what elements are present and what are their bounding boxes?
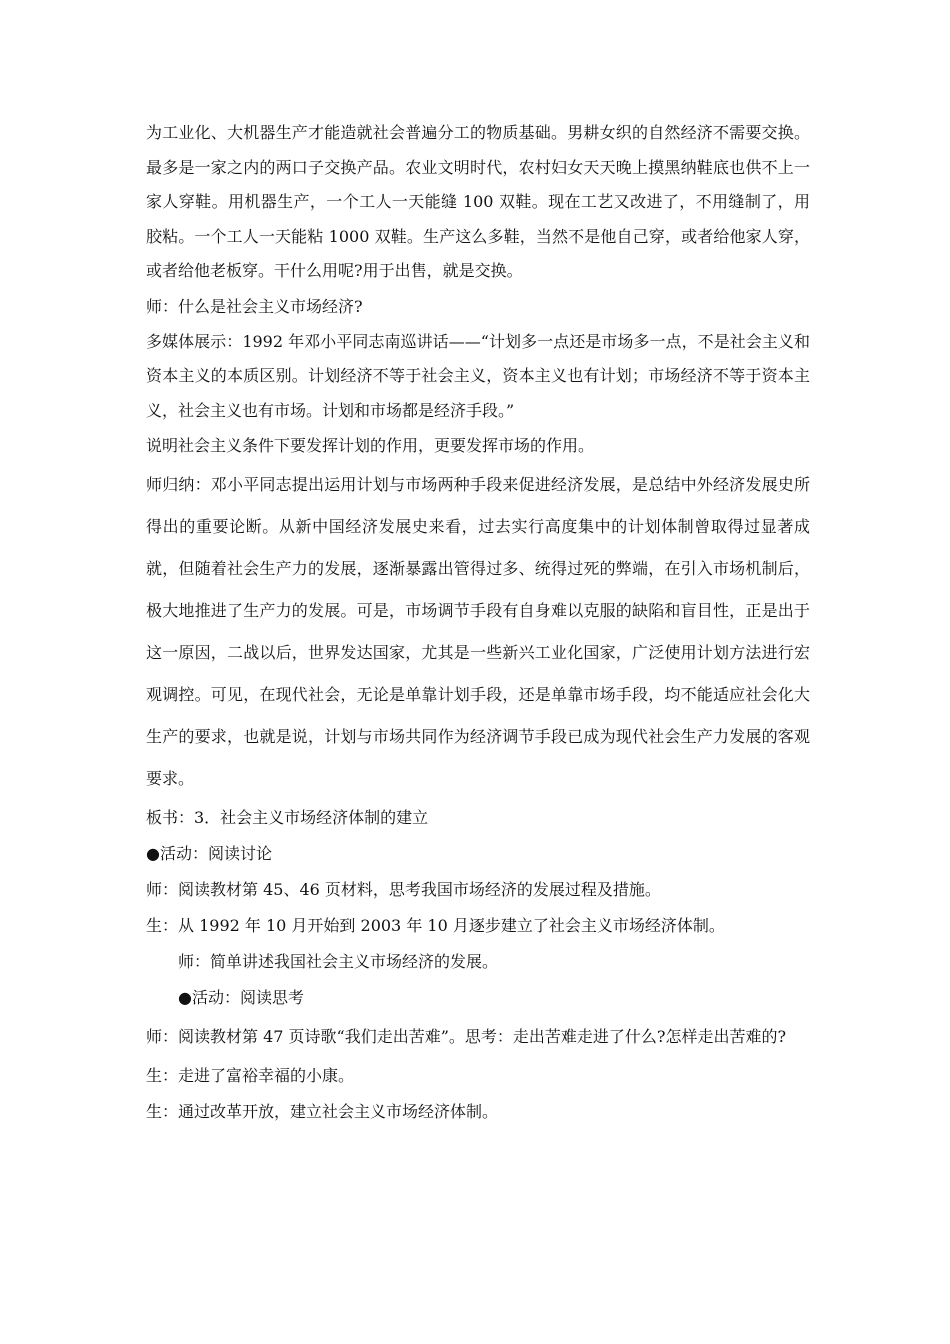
- paragraph-intro: 为工业化、大机器生产才能造就社会普遍分工的物质基础。男耕女织的自然经济不需要交换。最多是一家之内的两口子交换产品。农业文明时代，农村妇女天天晚上摸黑纳鞋底也供不上一家人穿鞋。用机器生产，一个工人一天能缝 100 双鞋。现在工艺又改进了，不用缝制了，用胶粘。一个工人一天能粘 1000 双鞋。生产这么多鞋，当然不是他自己穿，或者给他家人穿，或者给他老板穿。干什么用呢?用于出售，就是交换。: [146, 123, 810, 280]
- student-answer-3: 生：通过改革开放，建立社会主义市场经济体制。: [146, 1102, 499, 1121]
- explanation-line: 说明社会主义条件下要发挥计划的作用，更要发挥市场的作用。: [146, 436, 595, 455]
- activity-reading-thinking: ●活动：阅读思考: [178, 988, 304, 1007]
- student-answer-2: 生：走进了富裕幸福的小康。: [146, 1066, 355, 1085]
- document-body: [146, 116, 810, 1130]
- blackboard-heading: 板书：3．社会主义市场经济体制的建立: [146, 808, 429, 827]
- multimedia-quote: 多媒体展示：1992 年邓小平同志南巡讲话——“计划多一点还是市场多一点，不是社会主义和资本主义的本质区别。计划经济不等于社会主义，资本主义也有计划；市场经济不等于资本主义，社会主义也有市场。计划和市场都是经济手段。”: [146, 331, 810, 420]
- student-answer-1: 生：从 1992 年 10 月开始到 2003 年 10 月逐步建立了社会主义市场经济体制。: [146, 916, 725, 935]
- teacher-summary: 师归纳：邓小平同志提出运用计划与市场两种手段来促进经济发展，是总结中外经济发展史所得出的重要论断。从新中国经济发展史来看，过去实行高度集中的计划体制曾取得过显著成就，但随着社会生产力的发展，逐渐暴露出管得过多、统得过死的弊端，在引入市场机制后，极大地推进了生产力的发展。可是，市场调节手段有自身难以克服的缺陷和盲目性，正是出于这一原因，二战以后，世界发达国家，尤其是一些新兴工业化国家，广泛使用计划方法进行宏观调控。可见，在现代社会，无论是单靠计划手段，还是单靠市场手段，均不能适应社会化大生产的要求，也就是说，计划与市场共同作为经济调节手段已成为现代社会生产力发展的客观要求。: [146, 475, 810, 788]
- teacher-narration: 师：简单讲述我国社会主义市场经济的发展。: [178, 952, 499, 971]
- teacher-question: 师：什么是社会主义市场经济?: [146, 296, 363, 316]
- teacher-poem-task: 师：阅读教材第 47 页诗歌“我们走出苦难”。思考：走出苦难走进了什么?怎样走出苦难的?: [146, 1027, 787, 1046]
- activity-reading-discussion: ●活动：阅读讨论: [146, 844, 272, 863]
- teacher-reading-task: 师：阅读教材第 45、46 页材料，思考我国市场经济的发展过程及措施。: [146, 880, 661, 899]
